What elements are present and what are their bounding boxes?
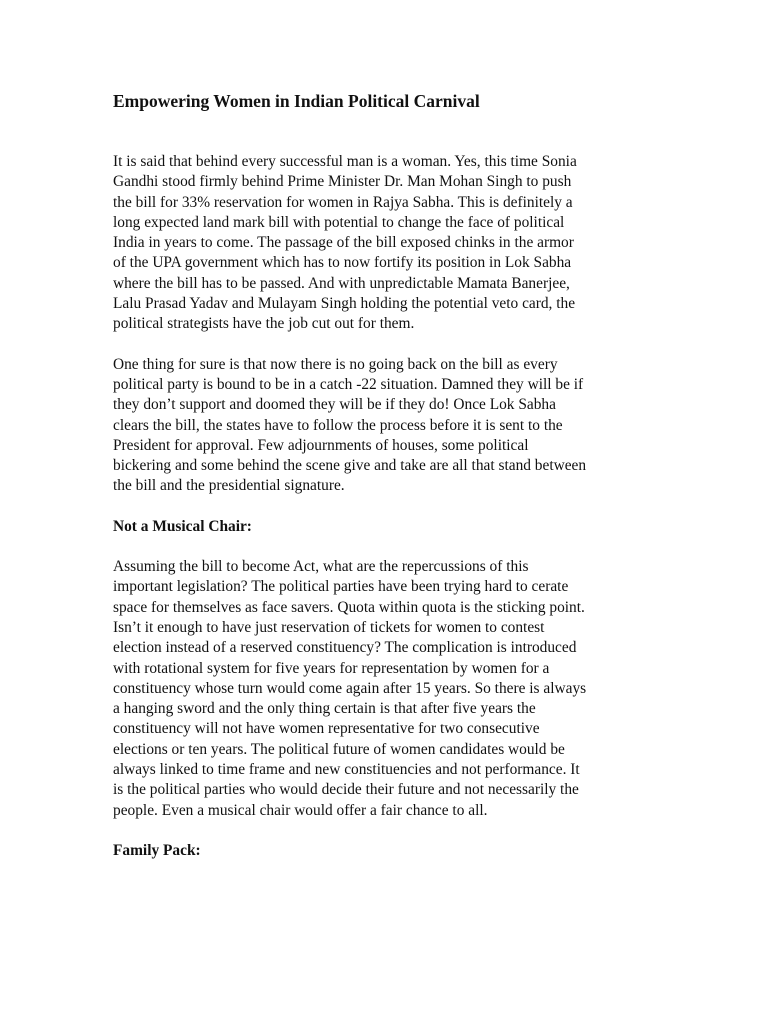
paragraph-line: the bill for 33% reservation for women in Rajya Sabha. This is definitely a xyxy=(113,193,573,211)
paragraph-line: election instead of a reserved constituency? The complication is introduced xyxy=(113,639,577,657)
paragraph-line: with rotational system for five years for representation by women for a xyxy=(113,659,550,677)
paragraph-line: people. Even a musical chair would offer a fair chance to all. xyxy=(113,801,488,819)
paragraph-line: important legislation? The political parties have been trying hard to cerate xyxy=(113,578,569,596)
paragraph-line: space for themselves as face savers. Quota within quota is the sticking point. xyxy=(113,598,585,616)
paragraph-line: a hanging sword and the only thing certain is that after five years the xyxy=(113,700,536,718)
paragraph-line: Assuming the bill to become Act, what are the repercussions of this xyxy=(113,558,529,576)
paragraph-line: Gandhi stood firmly behind Prime Minister Dr. Man Mohan Singh to push xyxy=(113,173,572,191)
section-heading-family-pack: Family Pack: xyxy=(113,841,201,859)
paragraph-line: President for approval. Few adjournments of houses, some political xyxy=(113,436,529,454)
paragraph-line: political strategists have the job cut out for them. xyxy=(113,315,415,333)
paragraph-line: elections or ten years. The political future of women candidates would be xyxy=(113,740,565,758)
paragraph-line: Isn’t it enough to have just reservation of tickets for women to contest xyxy=(113,618,545,636)
paragraph-line: One thing for sure is that now there is no going back on the bill as every xyxy=(113,355,558,373)
paragraph-line: always linked to time frame and new constituencies and not performance. It xyxy=(113,761,580,779)
document-title: Empowering Women in Indian Political Carnival xyxy=(113,91,480,111)
paragraph-line: Lalu Prasad Yadav and Mulayam Singh holding the potential veto card, the xyxy=(113,295,576,313)
paragraph-line: the bill and the presidential signature. xyxy=(113,477,345,495)
section-heading-musical-chair: Not a Musical Chair: xyxy=(113,517,252,535)
paragraph-line: It is said that behind every successful man is a woman. Yes, this time Sonia xyxy=(113,153,577,170)
paragraph-line: constituency will not have women representative for two consecutive xyxy=(113,720,540,738)
paragraph-1 xyxy=(113,152,653,335)
paragraph-line: long expected land mark bill with potential to change the face of political xyxy=(113,213,565,231)
paragraph-2 xyxy=(113,355,653,497)
paragraph-line: of the UPA government which has to now fortify its position in Lok Sabha xyxy=(113,254,572,272)
paragraph-line: bickering and some behind the scene give and take are all that stand between xyxy=(113,457,587,475)
paragraph-line: India in years to come. The passage of the bill exposed chinks in the armor xyxy=(113,234,574,252)
paragraph-line: constituency whose turn would come again after 15 years. So there is always xyxy=(113,679,587,697)
paragraph-line: clears the bill, the states have to follow the process before it is sent to the xyxy=(113,416,563,434)
paragraph-line: political party is bound to be in a catch -22 situation. Damned they will be if xyxy=(113,375,584,393)
paragraph-line: is the political parties who would decide their future and not necessarily the xyxy=(113,781,579,799)
paragraph-line: where the bill has to be passed. And with unpredictable Mamata Banerjee, xyxy=(113,274,570,292)
paragraph-3 xyxy=(113,557,653,821)
paragraph-line: they don’t support and doomed they will be if they do! Once Lok Sabha xyxy=(113,396,556,414)
